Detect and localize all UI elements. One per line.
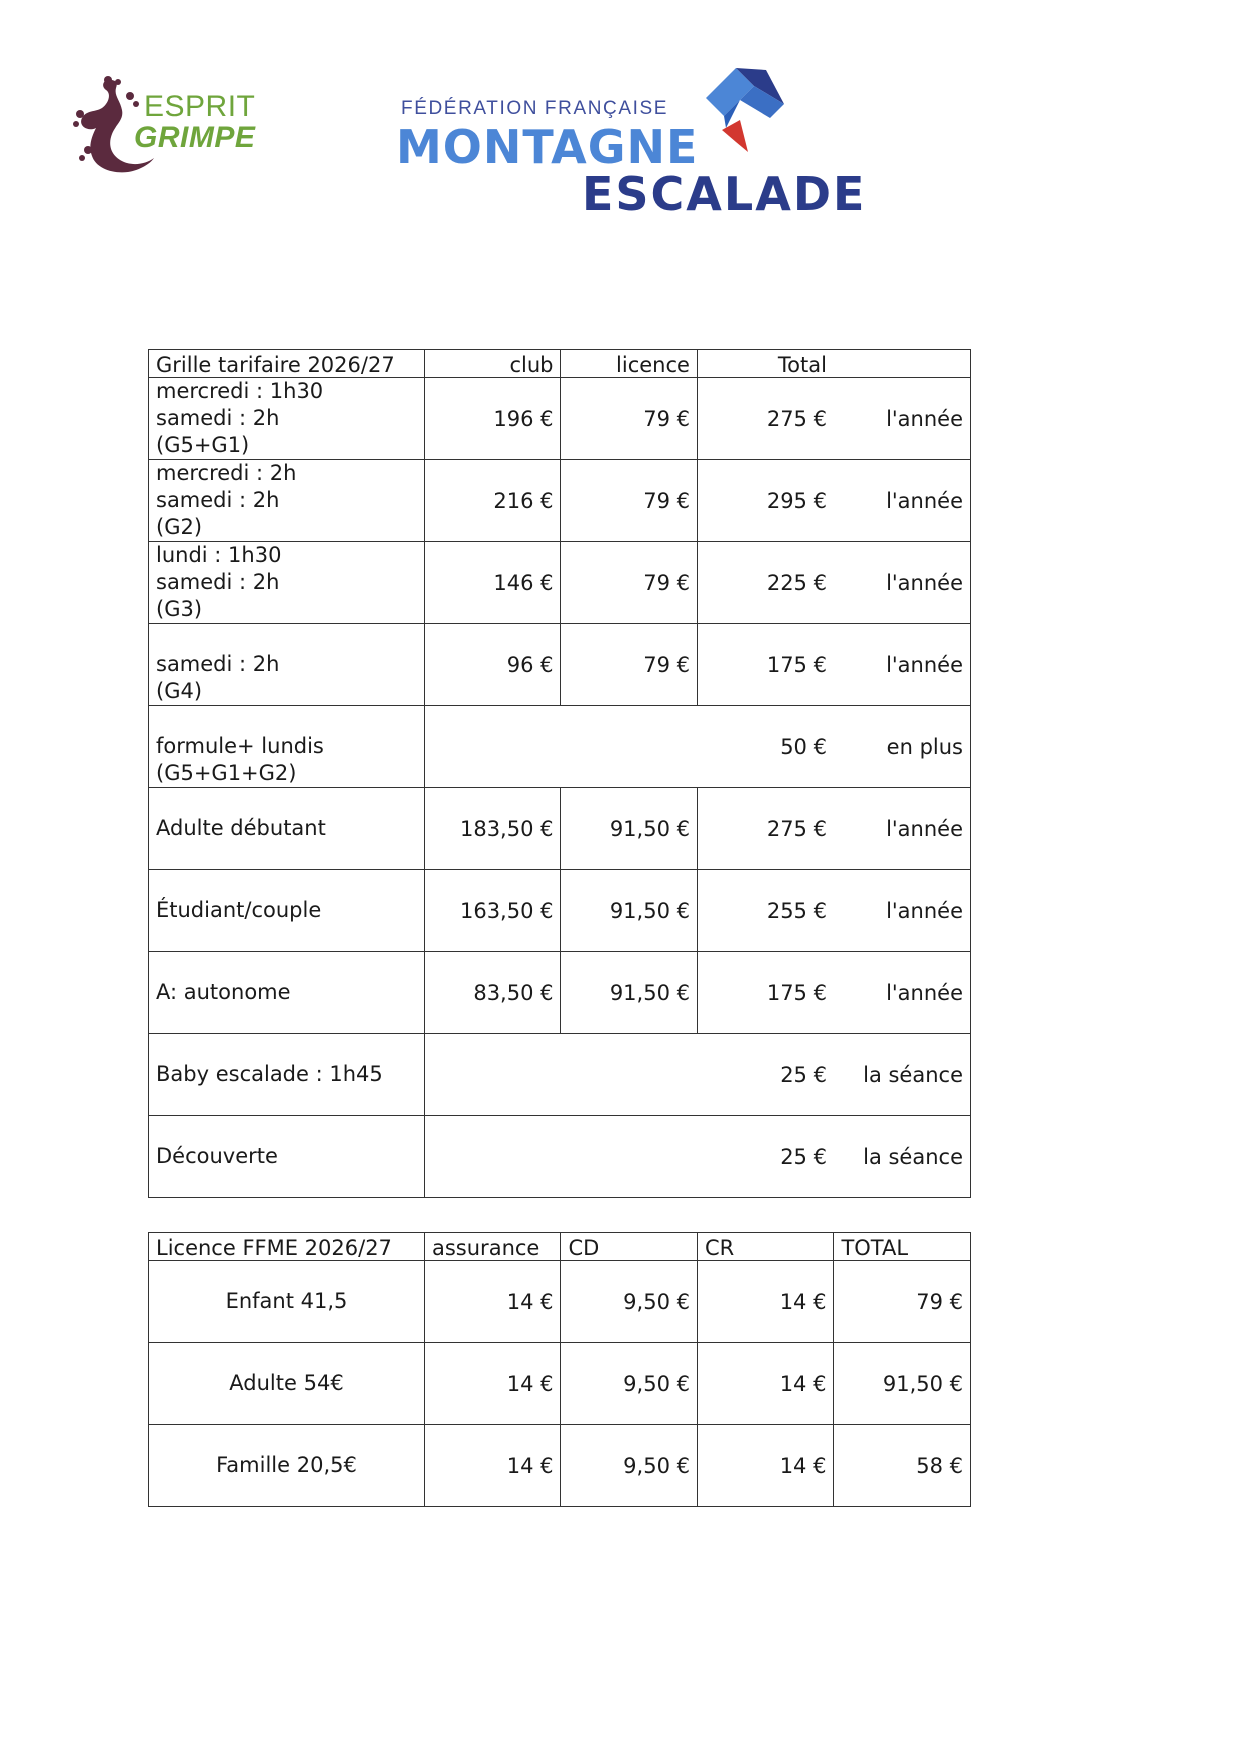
esprit-grimpe-logo	[68, 74, 258, 184]
row-label: Famille 20,5€	[149, 1425, 425, 1507]
pricing-header-club: club	[425, 350, 561, 378]
licence-price: 91,50 €	[561, 870, 697, 952]
licence-header-cr: CR	[697, 1233, 833, 1261]
label-line: samedi : 2h	[156, 488, 280, 512]
pricing-table	[148, 349, 971, 1198]
period: l'année	[834, 542, 971, 624]
table-row	[149, 870, 971, 952]
ffme-line2: MONTAGNE	[396, 120, 699, 174]
label-line: mercredi : 1h30	[156, 379, 324, 403]
licence-price: 91,50 €	[561, 788, 697, 870]
mountain-mark-icon	[696, 68, 796, 168]
label-line: (G4)	[156, 679, 203, 703]
table-row	[149, 788, 971, 870]
period: l'année	[834, 460, 971, 542]
licence-price: 79 €	[561, 624, 697, 706]
total-price: 25 €	[425, 1034, 834, 1116]
period: l'année	[834, 788, 971, 870]
table-row	[149, 1343, 971, 1425]
club-price: 216 €	[425, 460, 561, 542]
cr-value: 14 €	[697, 1425, 833, 1507]
table-row	[149, 952, 971, 1034]
label-line: samedi : 2h	[156, 406, 280, 430]
row-label: Adulte débutant	[149, 788, 425, 870]
table-row	[149, 1116, 971, 1198]
row-label: Adulte 54€	[149, 1343, 425, 1425]
licence-header-assurance: assurance	[425, 1233, 561, 1261]
period: l'année	[834, 952, 971, 1034]
pricing-header-total: Total	[697, 350, 833, 378]
table-row	[149, 378, 971, 460]
club-price: 196 €	[425, 378, 561, 460]
club-price: 163,50 €	[425, 870, 561, 952]
total-value: 91,50 €	[834, 1343, 971, 1425]
club-price: 146 €	[425, 542, 561, 624]
pricing-header-row	[149, 350, 971, 378]
label-line: formule+ lundis	[156, 734, 324, 758]
period: l'année	[834, 624, 971, 706]
label-line: (G5+G1)	[156, 433, 250, 457]
ffme-line1: FÉDÉRATION FRANÇAISE	[401, 98, 669, 119]
licence-price: 79 €	[561, 460, 697, 542]
total-price: 295 €	[697, 460, 833, 542]
esprit-line2: GRIMPE	[134, 121, 256, 154]
table-row	[149, 542, 971, 624]
table-row	[149, 460, 971, 542]
row-label: A: autonome	[149, 952, 425, 1034]
cr-value: 14 €	[697, 1261, 833, 1343]
table-row	[149, 1034, 971, 1116]
table-row	[149, 1425, 971, 1507]
assurance-value: 14 €	[425, 1343, 561, 1425]
table-row	[149, 1261, 971, 1343]
period: la séance	[834, 1116, 971, 1198]
row-label: Baby escalade : 1h45	[149, 1034, 425, 1116]
assurance-value: 14 €	[425, 1261, 561, 1343]
label-line: (G3)	[156, 597, 203, 621]
row-label	[149, 542, 425, 624]
licence-header-row	[149, 1233, 971, 1261]
club-price: 83,50 €	[425, 952, 561, 1034]
cd-value: 9,50 €	[561, 1425, 697, 1507]
licence-price: 91,50 €	[561, 952, 697, 1034]
total-price: 255 €	[697, 870, 833, 952]
licence-price: 79 €	[561, 378, 697, 460]
row-label	[149, 706, 425, 788]
licence-header-total: TOTAL	[834, 1233, 971, 1261]
period: la séance	[834, 1034, 971, 1116]
row-label	[149, 624, 425, 706]
assurance-value: 14 €	[425, 1425, 561, 1507]
row-label	[149, 460, 425, 542]
licence-header-title: Licence FFME 2026/27	[149, 1233, 425, 1261]
cr-value: 14 €	[697, 1343, 833, 1425]
row-label: Étudiant/couple	[149, 870, 425, 952]
cd-value: 9,50 €	[561, 1343, 697, 1425]
ffme-line3: ESCALADE	[582, 167, 867, 221]
cd-value: 9,50 €	[561, 1261, 697, 1343]
club-price: 183,50 €	[425, 788, 561, 870]
esprit-line1: ESPRIT	[144, 90, 256, 123]
label-line: lundi : 1h30	[156, 543, 282, 567]
licence-price: 79 €	[561, 542, 697, 624]
ffme-logo	[396, 68, 876, 221]
period: en plus	[834, 706, 971, 788]
row-label: Enfant 41,5	[149, 1261, 425, 1343]
label-line: (G5+G1+G2)	[156, 761, 297, 785]
total-value: 58 €	[834, 1425, 971, 1507]
table-row	[149, 624, 971, 706]
label-line: mercredi : 2h	[156, 461, 297, 485]
licence-table	[148, 1232, 971, 1507]
label-line: samedi : 2h	[156, 652, 280, 676]
total-price: 175 €	[697, 952, 833, 1034]
licence-header-cd: CD	[561, 1233, 697, 1261]
row-label	[149, 378, 425, 460]
total-value: 79 €	[834, 1261, 971, 1343]
table-row	[149, 706, 971, 788]
pricing-header-title: Grille tarifaire 2026/27	[149, 350, 425, 378]
total-price: 25 €	[425, 1116, 834, 1198]
pricing-header-licence: licence	[561, 350, 697, 378]
pricing-header-period	[834, 350, 971, 378]
label-line: samedi : 2h	[156, 570, 280, 594]
label-line: (G2)	[156, 515, 203, 539]
total-price: 275 €	[697, 788, 833, 870]
period: l'année	[834, 378, 971, 460]
row-label: Découverte	[149, 1116, 425, 1198]
total-price: 175 €	[697, 624, 833, 706]
total-price: 225 €	[697, 542, 833, 624]
total-price: 275 €	[697, 378, 833, 460]
total-price: 50 €	[425, 706, 834, 788]
period: l'année	[834, 870, 971, 952]
club-price: 96 €	[425, 624, 561, 706]
